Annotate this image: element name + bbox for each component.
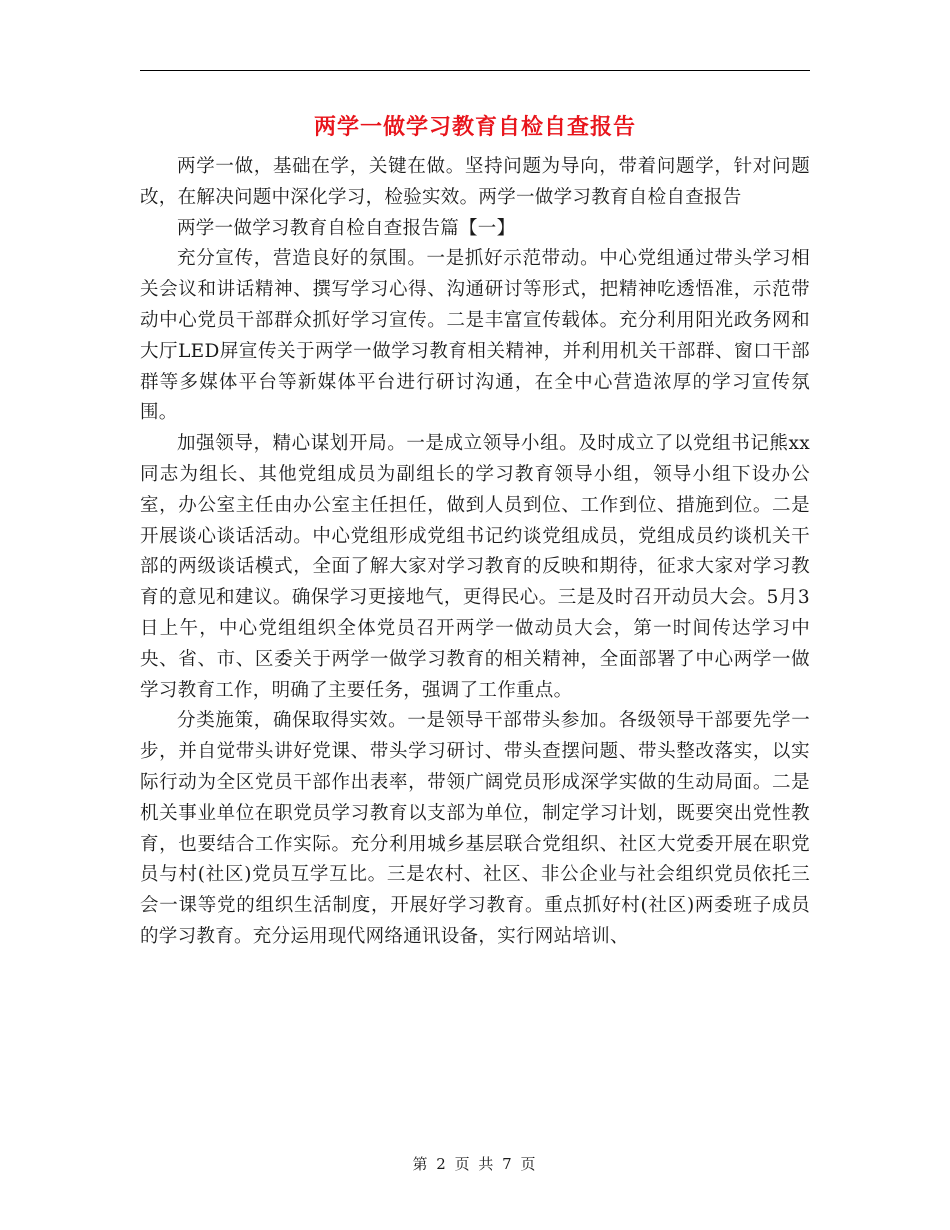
paragraph-intro: 两学一做，基础在学，关键在做。坚持问题为导向，带着问题学，针对问题改，在解决问题中深化学习，检验实效。两学一做学习教育自检自查报告 <box>140 156 810 208</box>
section-heading: 两学一做学习教育自检自查报告篇【一】 <box>177 217 516 239</box>
paragraph-publicity: 充分宣传，营造良好的氛围。一是抓好示范带动。中心党组通过带头学习相关会议和讲话精神、撰写学习心得、沟通研讨等形式，把精神吃透悟准，示范带动中心党员干部群众抓好学习宣传。二是丰富宣传载体。充分利用阳光政务网和大厅LED屏宣传关于两学一做学习教育相关精神，并利用机关干部群、窗口干部群等多媒体平台等新媒体平台进行研讨沟通，在全中心营造浓厚的学习宣传氛围。 <box>140 248 810 424</box>
paragraph-leadership: 加强领导，精心谋划开局。一是成立领导小组。及时成立了以党组书记熊xx同志为组长、其他党组成员为副组长的学习教育领导小组，领导小组下设办公室，办公室主任由办公室主任担任，做到人员到位、工作到位、措施到位。二是开展谈心谈话活动。中心党组形成党组书记约谈党组成员，党组成员约谈机关干部的两级谈话模式，全面了解大家对学习教育的反映和期待，征求大家对学习教育的意见和建议。确保学习更接地气，更得民心。三是及时召开动员大会。5月3日上午，中心党组组织全体党员召开两学一做动员大会，第一时间传达学习中央、省、市、区委关于两学一做学习教育的相关精神，全面部署了中心两学一做学习教育工作，明确了主要任务，强调了工作重点。 <box>140 433 810 701</box>
page-number: 第 2 页 共 7 页 <box>412 1155 538 1173</box>
document-title: 两学一做学习教育自检自查报告 <box>313 114 636 140</box>
document-body <box>140 152 810 953</box>
paragraph-measures: 分类施策，确保取得实效。一是领导干部带头参加。各级领导干部要先学一步，并自觉带头讲好党课、带头学习研讨、带头查摆问题、带头整改落实，以实际行动为全区党员干部作出表率，带领广阔党员形成深学实做的生动局面。二是机关事业单位在职党员学习教育以支部为单位，制定学习计划，既要突出党性教育，也要结合工作实际。充分利用城乡基层联合党组织、社区大党委开展在职党员与村(社区)党员互学互比。三是农村、社区、非公企业与社会组织党员依托三会一课等党的组织生活制度，开展好学习教育。重点抓好村(社区)两委班子成员的学习教育。充分运用现代网络通讯设备，实行网站培训、 <box>140 710 810 947</box>
header-rule <box>140 70 810 71</box>
